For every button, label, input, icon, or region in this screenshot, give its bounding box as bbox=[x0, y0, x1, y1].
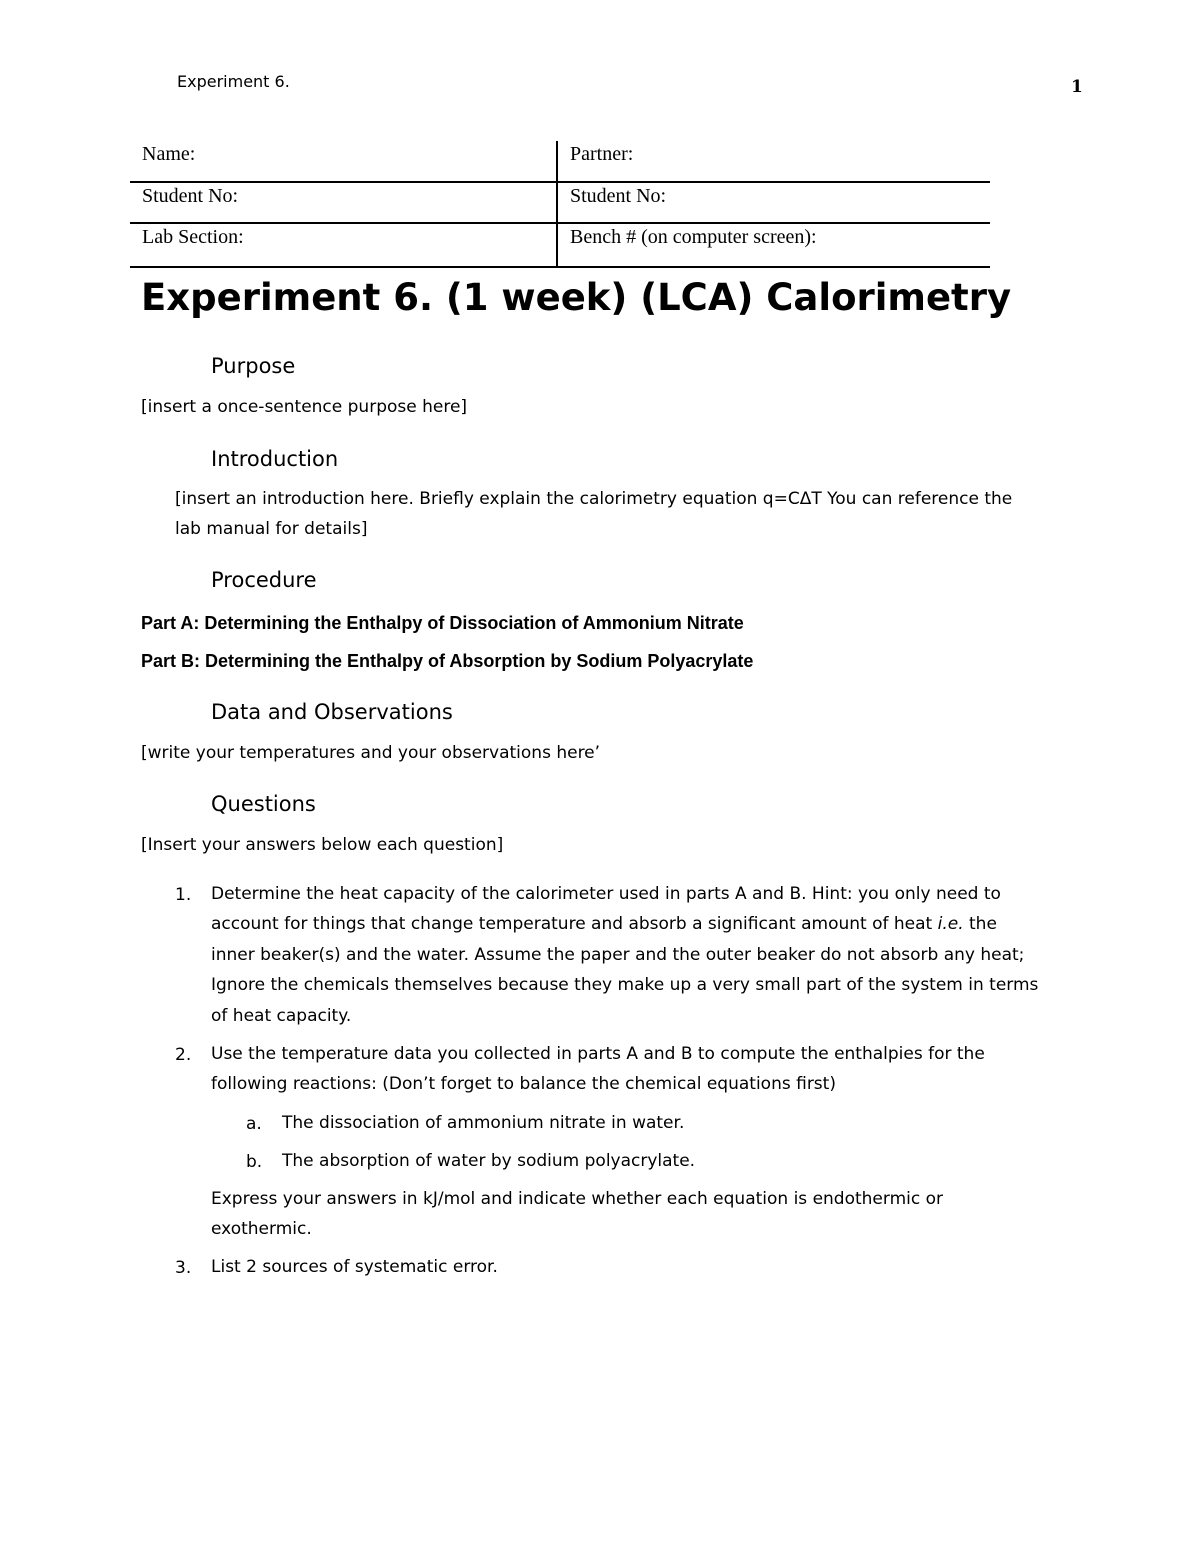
procedure-heading: Procedure bbox=[211, 568, 317, 592]
page-number: 1 bbox=[1071, 77, 1083, 97]
student-info-table bbox=[130, 141, 990, 268]
table-row bbox=[130, 141, 990, 182]
partner-student-no-field-label: Student No: bbox=[557, 182, 990, 223]
question-2a-text: The dissociation of ammonium nitrate in water. bbox=[282, 1113, 685, 1133]
bench-field-label: Bench # (on computer screen): bbox=[557, 223, 990, 267]
purpose-text: [insert a once-sentence purpose here] bbox=[141, 397, 468, 417]
purpose-heading: Purpose bbox=[211, 354, 296, 378]
introduction-line-1: [insert an introduction here. Briefly explain the calorimetry equation q=CΔT You can reference the bbox=[175, 489, 1013, 509]
data-observations-text: [write your temperatures and your observations here’ bbox=[141, 743, 601, 763]
italic-ie: i.e. bbox=[937, 914, 964, 935]
lab-section-field-label: Lab Section: bbox=[130, 223, 557, 267]
question-3-text: List 2 sources of systematic error. bbox=[211, 1257, 498, 1277]
questions-instruction: [Insert your answers below each question] bbox=[141, 835, 504, 855]
data-observations-heading: Data and Observations bbox=[211, 700, 453, 724]
table-row bbox=[130, 182, 990, 223]
document-title: Experiment 6. (1 week) (LCA) Calorimetry bbox=[141, 276, 1012, 319]
question-2-line: Use the temperature data you collected in parts A and B to compute the enthalpies for the bbox=[211, 1044, 985, 1064]
question-1-text bbox=[211, 879, 1038, 1031]
procedure-part-a: Part A: Determining the Enthalpy of Dissociation of Ammonium Nitrate bbox=[141, 613, 744, 633]
question-1-line: of heat capacity. bbox=[211, 1005, 352, 1026]
running-header: Experiment 6. bbox=[177, 72, 290, 91]
table-row bbox=[130, 223, 990, 267]
question-2a-label: a. bbox=[246, 1114, 262, 1134]
question-2-note-line: exothermic. bbox=[211, 1219, 312, 1240]
introduction-heading: Introduction bbox=[211, 447, 339, 471]
question-2b-text: The absorption of water by sodium polyacrylate. bbox=[282, 1151, 696, 1171]
question-1-line: account for things that change temperature and absorb a significant amount of heat i.e. the bbox=[211, 914, 997, 935]
questions-heading: Questions bbox=[211, 792, 316, 816]
question-2-line: following reactions: (Don’t forget to balance the chemical equations first) bbox=[211, 1074, 836, 1095]
student-no-field-label: Student No: bbox=[130, 182, 557, 223]
question-2-number: 2. bbox=[175, 1045, 192, 1065]
partner-field-label: Partner: bbox=[557, 141, 990, 182]
question-1-number: 1. bbox=[175, 885, 192, 905]
introduction-line-2: lab manual for details] bbox=[175, 519, 368, 539]
question-2b-label: b. bbox=[246, 1152, 263, 1172]
question-2-note bbox=[211, 1184, 943, 1245]
question-3-number: 3. bbox=[175, 1258, 192, 1278]
question-2-note-line: Express your answers in kJ/mol and indicate whether each equation is endothermic or bbox=[211, 1189, 944, 1209]
name-field-label: Name: bbox=[130, 141, 557, 182]
procedure-part-b: Part B: Determining the Enthalpy of Absorption by Sodium Polyacrylate bbox=[141, 651, 754, 671]
question-1-line: Ignore the chemicals themselves because they make up a very small part of the system in terms bbox=[211, 975, 1039, 996]
question-1-line: inner beaker(s) and the water. Assume the paper and the outer beaker do not absorb any heat; bbox=[211, 944, 1025, 965]
question-1-line: Determine the heat capacity of the calorimeter used in parts A and B. Hint: you only need to bbox=[211, 884, 1001, 904]
question-2-text bbox=[211, 1039, 985, 1100]
